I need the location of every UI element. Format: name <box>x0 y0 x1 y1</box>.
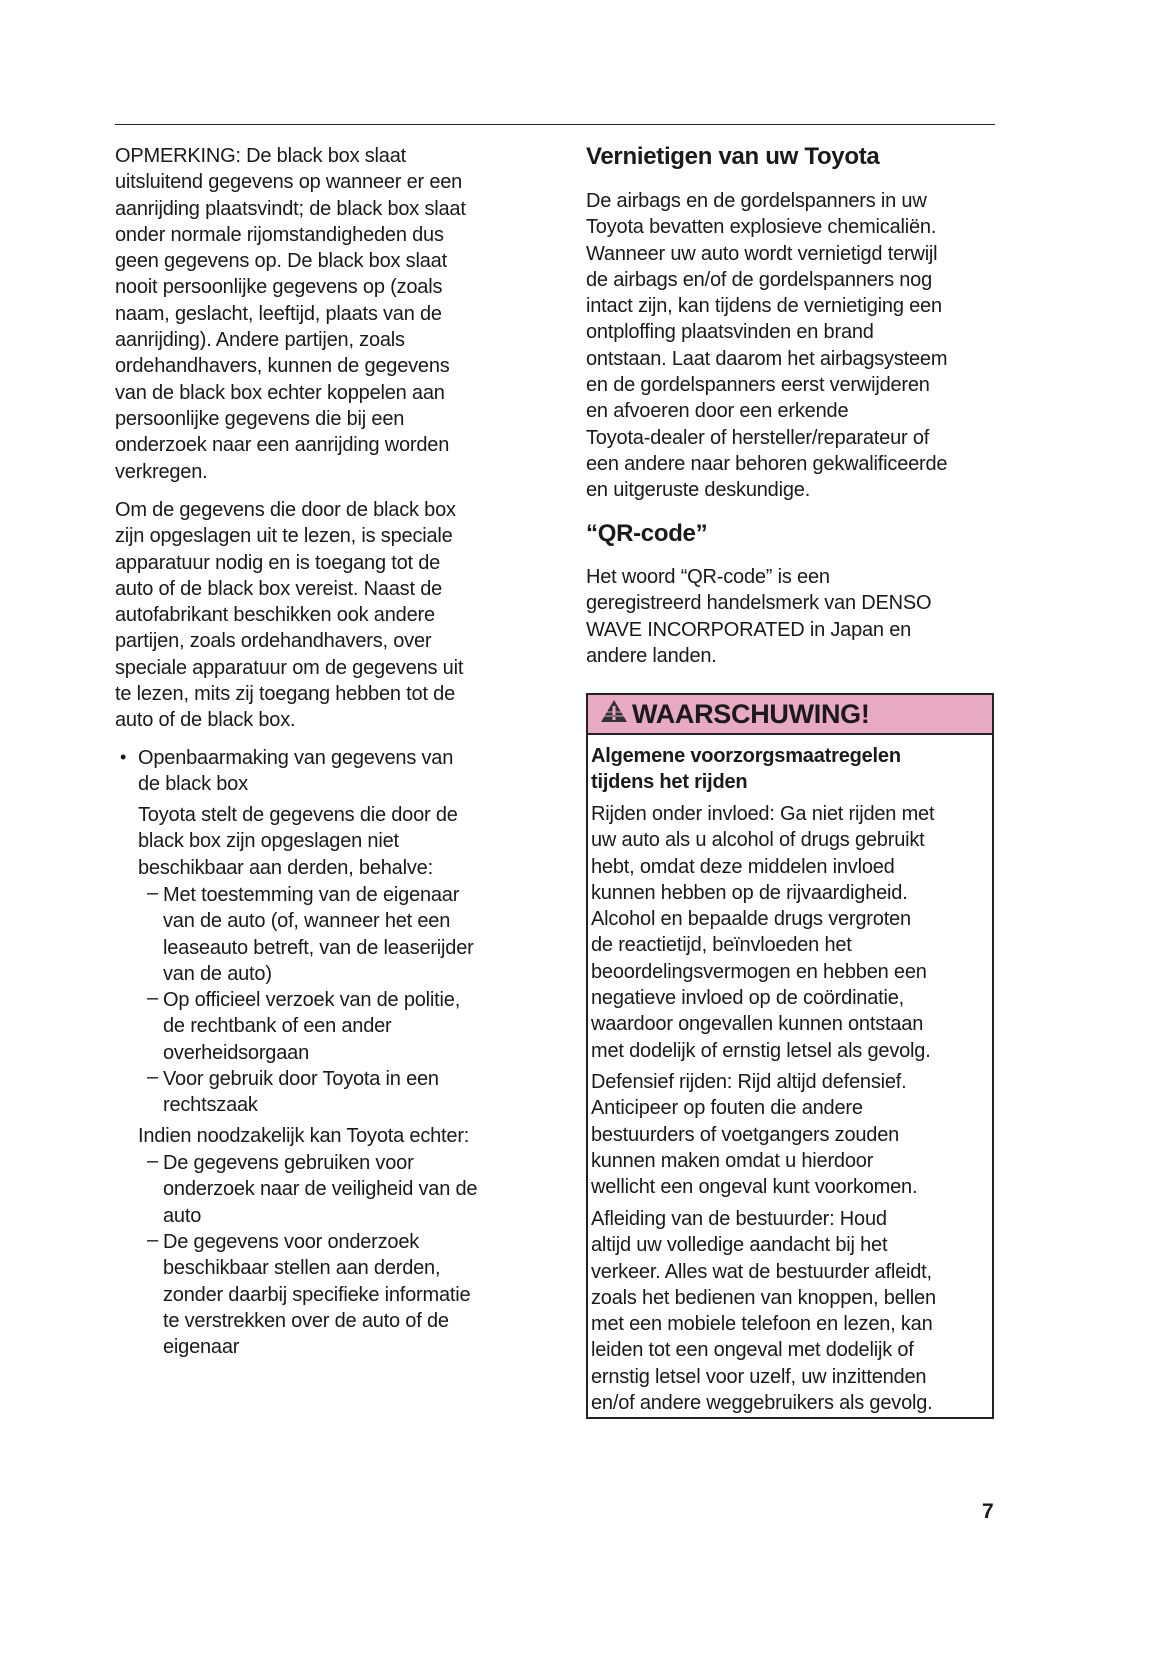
text-line: Openbaarmaking van gegevens van <box>138 747 454 769</box>
text-line: aanrijding). Andere partijen, zoals <box>115 329 405 352</box>
text-line: nooit persoonlijke gegevens op (zoals <box>115 276 443 299</box>
text-line: geregistreerd handelsmerk van DENSO <box>586 592 932 615</box>
section-heading-disposal: Vernietigen van uw Toyota <box>586 143 880 170</box>
page-number: 7 <box>982 1500 994 1523</box>
text-line: Toyota-dealer of hersteller/reparateur of <box>586 426 930 449</box>
text-line: aanrijding plaatsvindt; de black box slaat <box>115 197 466 220</box>
text-line: De gegevens voor onderzoek <box>163 1231 420 1253</box>
text-line: negatieve invloed op de coördinatie, <box>591 987 905 1010</box>
text-line: rechtszaak <box>163 1094 258 1117</box>
text-line: van de black box echter koppelen aan <box>115 381 445 404</box>
text-line: speciale apparatuur om de gegevens uit <box>115 656 464 679</box>
text-line: De airbags en de gordelspanners in uw <box>586 190 927 212</box>
text-line: de airbags en/of de gordelspanners nog <box>586 268 932 291</box>
text-line: onderzoek naar een aanrijding worden <box>115 434 450 457</box>
text-line: zoals het bedienen van knoppen, bellen <box>591 1286 936 1309</box>
text-line: de rechtbank of een ander <box>163 1015 392 1038</box>
text-line: met een mobiele telefoon en lezen, kan <box>591 1313 933 1336</box>
text-line: Toyota bevatten explosieve chemicaliën. <box>586 216 937 239</box>
text-line: Defensief rijden: Rijd altijd defensief. <box>591 1071 907 1093</box>
text-line: Afleiding van de bestuurder: Houd <box>591 1208 887 1230</box>
text-line: kunnen maken omdat u hierdoor <box>591 1149 874 1172</box>
text-line: tijdens het rijden <box>591 771 748 794</box>
text-line: een andere naar behoren gekwalificeerde <box>586 452 948 475</box>
text-line: ontstaan. Laat daarom het airbagsysteem <box>586 347 948 370</box>
text-line: hebt, omdat deze middelen invloed <box>591 855 895 878</box>
text-line: beschikbaar aan derden, behalve: <box>138 856 433 879</box>
text-line: WAVE INCORPORATED in Japan en <box>586 618 912 641</box>
black-box-reading-paragraph <box>115 497 463 734</box>
warning-paragraph-distraction <box>591 1206 936 1416</box>
text-line: black box zijn opgeslagen niet <box>138 830 399 853</box>
warning-paragraph-influence <box>591 801 934 1064</box>
text-line: waardoor ongevallen kunnen ontstaan <box>591 1013 924 1036</box>
text-line: met dodelijk of ernstig letsel als gevolg. <box>591 1039 931 1062</box>
top-rule <box>115 124 995 125</box>
text-line: overheidsorgaan <box>163 1041 309 1064</box>
text-line: auto of de black box vereist. Naast de <box>115 577 443 600</box>
text-line: beschikbaar stellen aan derden, <box>163 1257 441 1280</box>
dash-item-safety-research <box>163 1150 477 1229</box>
text-line: Anticipeer op fouten die andere <box>591 1097 863 1120</box>
text-line: wellicht een ongeval kunt voorkomen. <box>591 1176 918 1199</box>
text-line: te lezen, mits zij toegang hebben tot de <box>115 683 456 706</box>
disclosure-paragraph <box>138 802 458 881</box>
text-line: auto of de black box. <box>115 709 296 732</box>
text-line: ontploffing plaatsvinden en brand <box>586 321 874 344</box>
text-line: onderzoek naar de veiligheid van de <box>163 1178 478 1201</box>
text-line: altijd uw volledige aandacht bij het <box>591 1234 888 1257</box>
dash-item-third-parties <box>163 1229 470 1360</box>
text-line: intact zijn, kan tijdens de vernietiging een <box>586 295 942 318</box>
text-line: zonder daarbij specifieke informatie <box>163 1283 471 1306</box>
text-line: kunnen hebben op de rijvaardigheid. <box>591 881 908 904</box>
warning-heading <box>591 743 901 796</box>
text-line: verkregen. <box>115 460 208 483</box>
text-line: Op officieel verzoek van de politie, <box>163 989 461 1011</box>
text-line: De gegevens gebruiken voor <box>163 1152 414 1174</box>
text-line: ordehandhavers, kunnen de gegevens <box>115 355 450 378</box>
text-line: de reactietijd, beïnvloeden het <box>591 934 852 957</box>
text-line: en uitgeruste deskundige. <box>586 479 811 502</box>
text-line: partijen, zoals ordehandhavers, over <box>115 630 432 653</box>
dash-item-owner-consent <box>163 882 474 987</box>
text-line: bestuurders of voetgangers zouden <box>591 1123 900 1146</box>
text-line: naam, geslacht, leeftijd, plaats van de <box>115 302 442 325</box>
dash-mark: – <box>147 1229 159 1251</box>
text-line: leaseauto betreft, van de leaserijder <box>163 936 474 959</box>
text-line: Alcohol en bepaalde drugs vergroten <box>591 908 911 931</box>
text-line: verkeer. Alles wat de bestuurder afleidt, <box>591 1260 932 1283</box>
bullet-disclosure <box>138 745 453 798</box>
dash-mark: – <box>147 882 159 904</box>
text-line: Voor gebruik door Toyota in een <box>163 1068 439 1090</box>
dash-item-official-request <box>163 987 460 1066</box>
text-line: Wanneer uw auto wordt vernietigd terwijl <box>586 242 938 265</box>
bullet-mark: • <box>120 747 127 767</box>
text-line: te verstrekken over de auto of de <box>163 1309 449 1332</box>
text-line: Algemene voorzorgsmaatregelen <box>591 745 901 767</box>
text-line: beoordelingsvermogen en hebben een <box>591 960 927 983</box>
dash-mark: – <box>147 987 159 1009</box>
text-line: andere landen. <box>586 644 717 667</box>
warning-paragraph-defensive <box>591 1069 917 1200</box>
warning-title: WAARSCHUWING! <box>632 698 870 729</box>
text-line: OPMERKING: De black box slaat <box>115 145 406 167</box>
dash-item-lawsuit <box>163 1066 439 1119</box>
text-line: apparatuur nodig en is toegang tot de <box>115 551 441 574</box>
text-line: Indien noodzakelijk kan Toyota echter: <box>138 1125 470 1147</box>
text-line: van de auto (of, wanneer het een <box>163 910 451 933</box>
dash-mark: – <box>147 1150 159 1172</box>
text-line: Met toestemming van de eigenaar <box>163 884 460 906</box>
text-line: zijn opgeslagen uit te lezen, is speciale <box>115 525 453 548</box>
text-line: persoonlijke gegevens die bij een <box>115 407 405 430</box>
text-line: leiden tot een ongeval met dodelijk of <box>591 1339 914 1362</box>
text-line: Rijden onder invloed: Ga niet rijden met <box>591 803 935 825</box>
qr-code-paragraph <box>586 564 931 669</box>
text-line: en de gordelspanners eerst verwijderen <box>586 374 930 397</box>
text-line: auto <box>163 1204 202 1227</box>
text-line: Om de gegevens die door de black box <box>115 499 456 521</box>
text-line: Het woord “QR-code” is een <box>586 566 830 588</box>
text-line: Toyota stelt de gegevens die door de <box>138 804 458 826</box>
text-line: en afvoeren door een erkende <box>586 400 849 423</box>
text-line: ernstig letsel voor uzelf, uw inzittenden <box>591 1365 927 1388</box>
text-line: geen gegevens op. De black box slaat <box>115 250 447 273</box>
text-line: uitsluitend gegevens op wanneer er een <box>115 171 463 194</box>
dash-mark: – <box>147 1066 159 1088</box>
disposal-paragraph <box>586 188 947 504</box>
text-line: van de auto) <box>163 962 272 985</box>
text-line: autofabrikant beschikken ook andere <box>115 604 435 627</box>
black-box-note-paragraph <box>115 143 466 485</box>
toyota-may-paragraph <box>138 1123 469 1149</box>
text-line: en/of andere weggebruikers als gevolg. <box>591 1392 933 1415</box>
text-line: eigenaar <box>163 1336 240 1359</box>
warning-header <box>588 695 992 735</box>
text-line: onder normale rijomstandigheden dus <box>115 223 444 246</box>
text-line: uw auto als u alcohol of drugs gebruikt <box>591 829 925 852</box>
text-line: de black box <box>138 773 248 796</box>
warning-triangle-icon <box>600 699 632 730</box>
section-heading-qr-code: “QR-code” <box>586 520 708 547</box>
